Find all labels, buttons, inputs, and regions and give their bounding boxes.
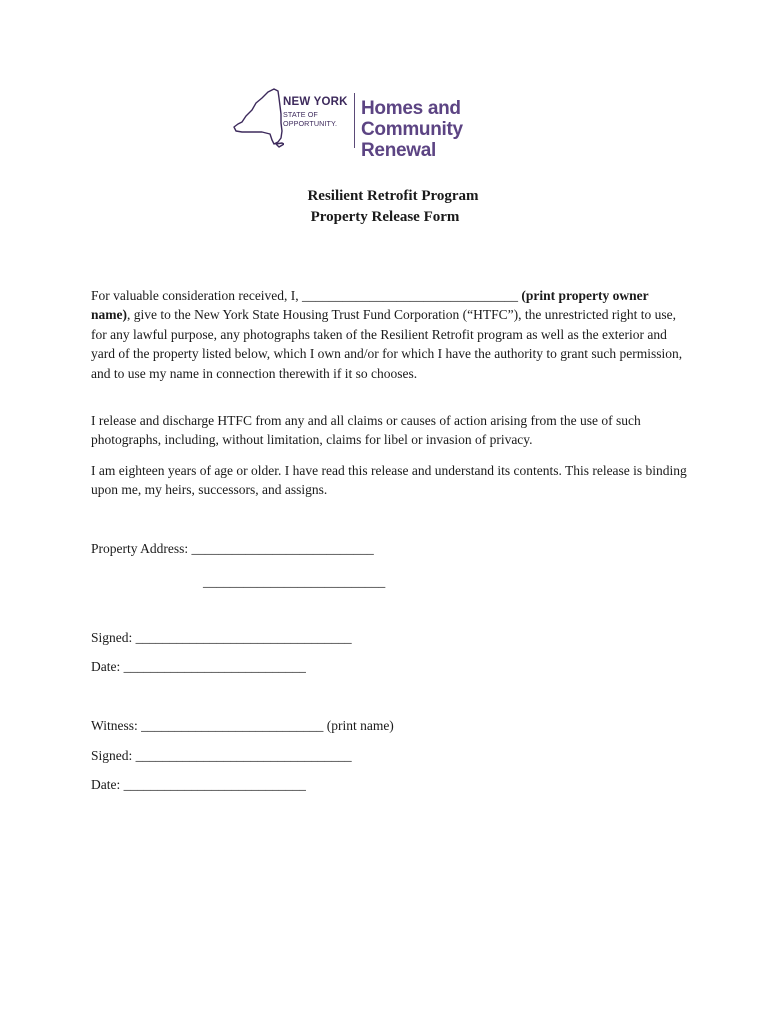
witness-signature-field[interactable]: Signed: ________________________________ xyxy=(91,748,352,763)
document-title-line-2: Property Release Form xyxy=(310,209,460,225)
owner-date-field[interactable]: Date: ___________________________ xyxy=(91,659,306,674)
agency-name xyxy=(361,98,542,161)
ny-state-name: NEW YORK xyxy=(283,96,348,108)
agency-name-line-2: Community Renewal xyxy=(361,119,463,161)
ny-state-tagline-1: STATE OF xyxy=(283,109,318,119)
new-york-state-outline-icon xyxy=(232,86,284,152)
consideration-paragraph xyxy=(91,286,691,383)
logo-divider xyxy=(354,93,355,148)
consideration-text-start: For valuable consideration received, I, ________________________________ xyxy=(91,288,522,303)
consideration-text-rest: , give to the New York State Housing Trust Fund Corporation (“HTFC”), the unrestricted right to use, for any lawful purpose, any photographs taken of the Resilient Retrofit program as well as the exterior and yard of the property listed below, which I own and/or for which I have the authority to grant such permission, and to use my name in connection therewith if it so chooses. xyxy=(91,307,683,381)
ny-state-wordmark xyxy=(283,97,348,128)
owner-signature-field[interactable]: Signed: ________________________________ xyxy=(91,630,352,645)
witness-name-field[interactable]: Witness: ___________________________ (print name) xyxy=(91,718,394,733)
witness-date-field[interactable]: Date: ___________________________ xyxy=(91,777,306,792)
ny-state-tagline-2: OPPORTUNITY. xyxy=(283,119,338,129)
agency-name-line-1: Homes and xyxy=(361,98,461,119)
document-title-line-1: Resilient Retrofit Program xyxy=(307,188,479,204)
hcr-logo xyxy=(232,86,542,161)
release-paragraph: I release and discharge HTFC from any and all claims or causes of action arising from the use of such photographs, including, without limitation, claims for libel or invasion of privacy. xyxy=(91,413,641,448)
age-paragraph: I am eighteen years of age or older. I have read this release and understand its contents. This release is binding upon me, my heirs, successors, and assigns. xyxy=(91,463,687,498)
owner-name-instruction: (print property owner name) xyxy=(91,288,649,323)
property-address-line-2-field[interactable]: ___________________________ xyxy=(203,574,386,589)
property-address-field[interactable]: Property Address: ___________________________ xyxy=(91,541,374,556)
